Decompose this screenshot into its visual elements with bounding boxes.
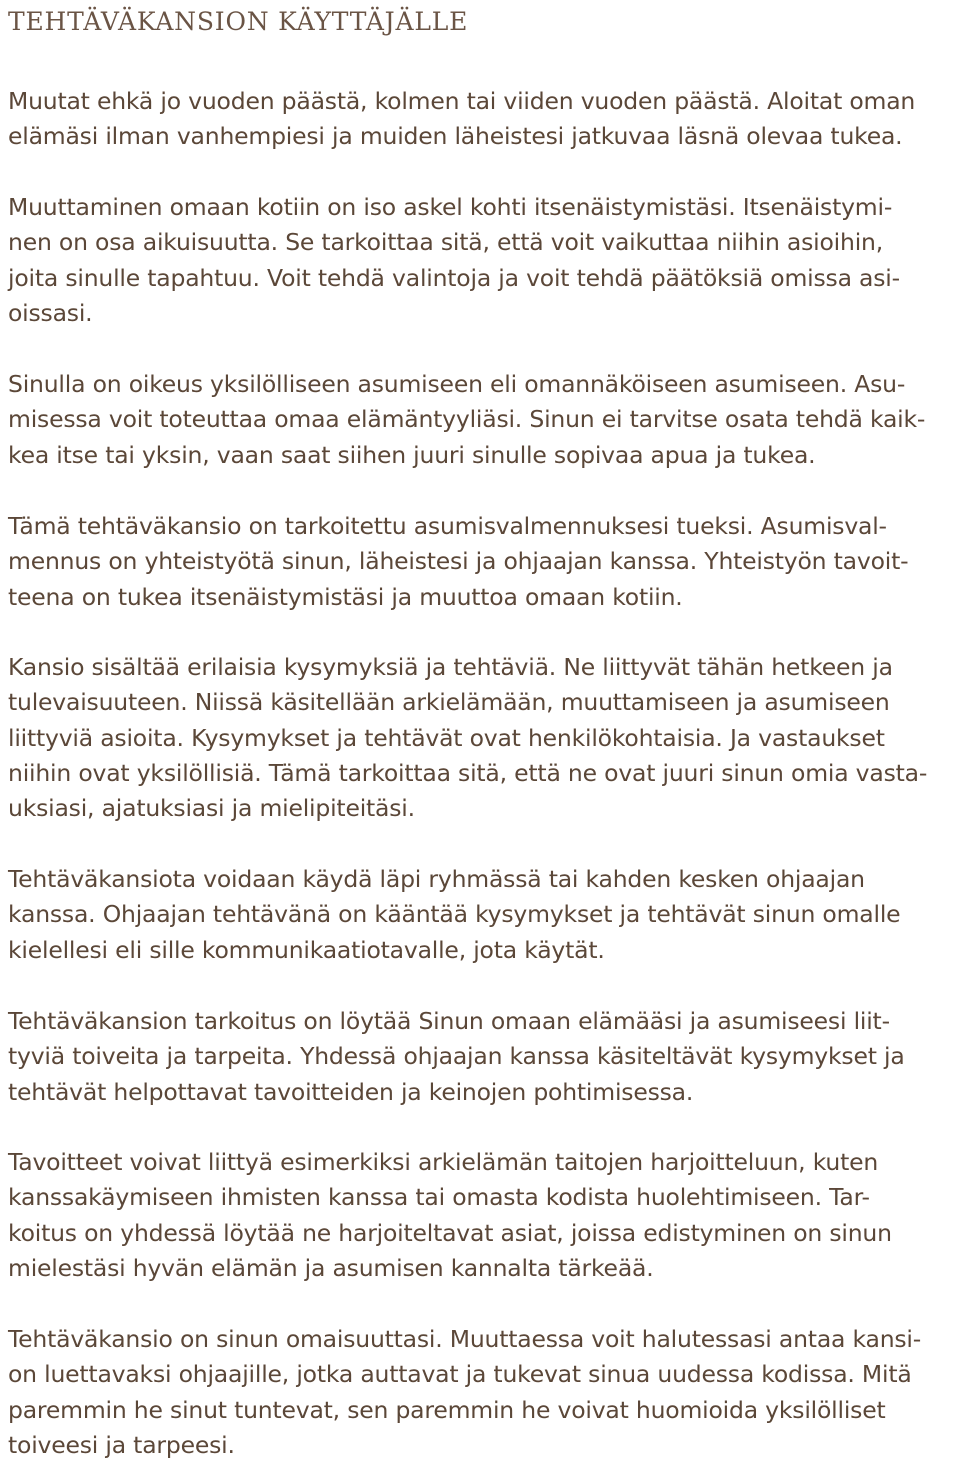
text-line: joita sinulle tapahtuu. Voit tehdä valintoja ja voit tehdä päätöksiä omissa asi- [8,263,900,292]
text-line: Tehtäväkansiota voidaan käydä läpi ryhmässä tai kahden kesken ohjaajan [8,865,865,893]
paragraph-independence [8,190,958,331]
text-line: tehtävät helpottavat tavoitteiden ja keinojen pohtimisessa. [8,1077,694,1106]
text-line: tulevaisuuteen. Niissä käsitellään arkielämään, muuttamiseen ja asumiseen [8,688,890,717]
paragraph-working-through [8,862,958,968]
text-line: Muutat ehkä jo vuoden päästä, kolmen tai viiden vuoden päästä. Aloitat oman [8,87,916,115]
paragraph-purpose-of-folder [8,509,958,615]
text-line: kea itse tai yksin, vaan saat siihen juuri sinulle sopivaa apua ja tukea. [8,440,816,469]
text-line: uksiasi, ajatuksiasi ja mielipiteitäsi. [8,794,415,823]
text-line: Tehtäväkansion tarkoitus on löytää Sinun omaan elämääsi ja asumiseesi liit- [8,1007,890,1035]
text-line: kielellesi eli sille kommunikaatiotavalle, jota käytät. [8,935,605,964]
text-line: Tämä tehtäväkansio on tarkoitettu asumisvalmennuksesi tueksi. Asumisval- [8,512,887,540]
text-line: Muuttaminen omaan kotiin on iso askel kohti itsenäistymistäsi. Itsenäistymi- [8,193,893,221]
text-line: on luettavaksi ohjaajille, jotka auttavat ja tukevat sinua uudessa kodissa. Mitä [8,1360,912,1389]
text-line: Sinulla on oikeus yksilölliseen asumiseen eli omannäköiseen asumiseen. Asu- [8,370,906,398]
text-line: tyviä toiveita ja tarpeita. Yhdessä ohjaajan kanssa käsiteltävät kysymykset ja [8,1042,905,1071]
text-line: koitus on yhdessä löytää ne harjoiteltavat asiat, joissa edistyminen on sinun [8,1218,892,1247]
text-line: mennus on yhteistyötä sinun, läheistesi ja ohjaajan kanssa. Yhteistyön tavoit- [8,547,909,576]
text-line: kanssakäymiseen ihmisten kanssa tai omasta kodista huolehtimiseen. Tar- [8,1183,870,1212]
text-line: Tavoitteet voivat liittyä esimerkiksi arkielämän taitojen harjoitteluun, kuten [8,1148,879,1176]
text-line: teena on tukea itsenäistymistäsi ja muuttoa omaan kotiin. [8,582,683,611]
paragraph-individual-living [8,367,958,473]
text-line: toiveesi ja tarpeesi. [8,1430,235,1459]
text-line: liittyviä asioita. Kysymykset ja tehtävät ovat henkilökohtaisia. Ja vastaukset [8,723,885,752]
text-line: oissasi. [8,298,93,327]
text-line: Kansio sisältää erilaisia kysymyksiä ja tehtäviä. Ne liittyvät tähän hetkeen ja [8,653,893,681]
paragraph-folder-contents [8,650,958,826]
paragraph-folder-goal [8,1004,958,1110]
page-title: TEHTÄVÄKANSION KÄYTTÄJÄLLE [8,7,469,36]
text-line: paremmin he sinut tuntevat, sen paremmin he voivat huomioida yksilölliset [8,1395,886,1424]
text-line: mielestäsi hyvän elämän ja asumisen kannalta tärkeää. [8,1253,654,1282]
text-line: niihin ovat yksilöllisiä. Tämä tarkoittaa sitä, että ne ovat juuri sinun omia vasta- [8,758,928,787]
text-line: nen on osa aikuisuutta. Se tarkoittaa sitä, että voit vaikuttaa niihin asioihin, [8,228,883,257]
text-line: misessa voit toteuttaa omaa elämäntyyliäsi. Sinun ei tarvitse osata tehdä kaik- [8,405,926,434]
text-line: kanssa. Ohjaajan tehtävänä on kääntää kysymykset ja tehtävät sinun omalle [8,900,901,929]
text-line: elämäsi ilman vanhempiesi ja muiden läheistesi jatkuvaa läsnä olevaa tukea. [8,122,903,151]
paragraph-goals-examples [8,1145,958,1286]
paragraph-moving-out [8,84,958,155]
text-line: Tehtäväkansio on sinun omaisuuttasi. Muuttaessa voit halutessasi antaa kansi- [8,1325,922,1353]
paragraph-ownership [8,1322,958,1463]
